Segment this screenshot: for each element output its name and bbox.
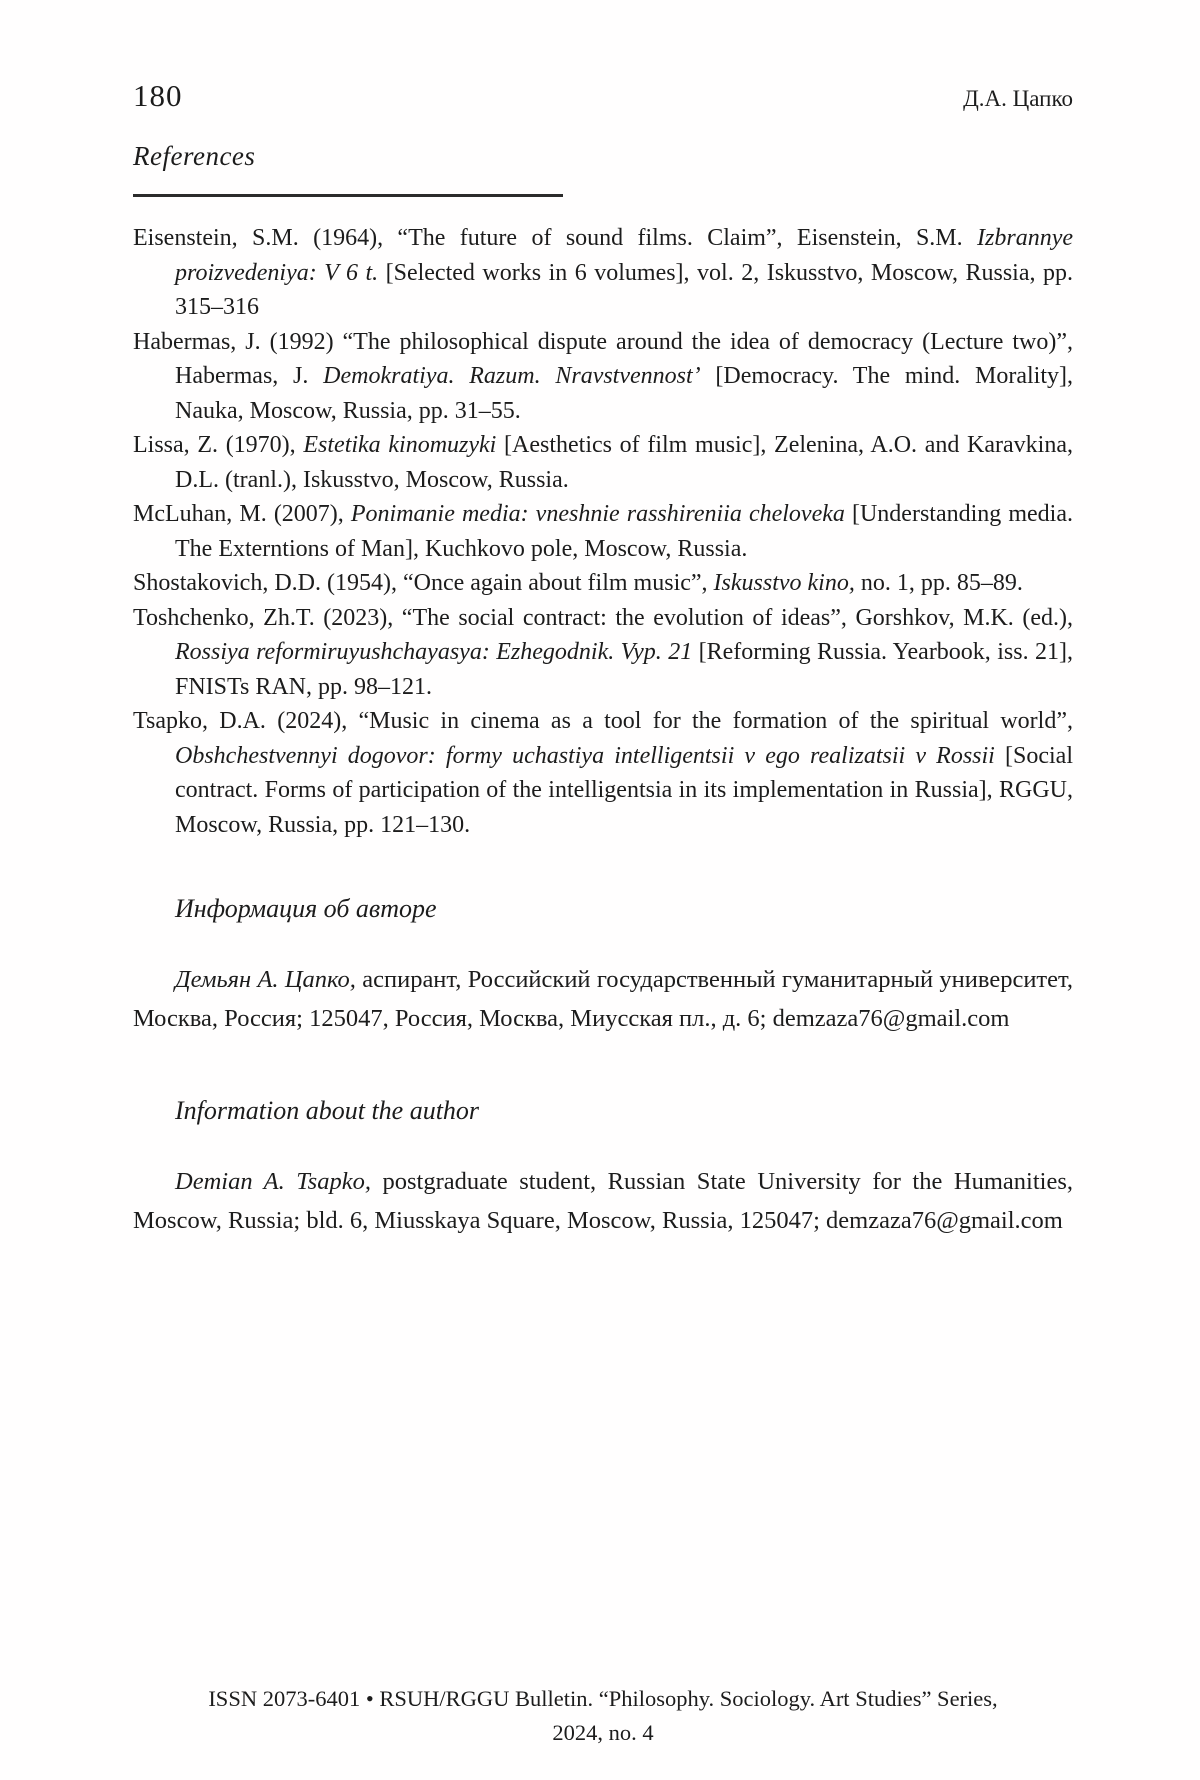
text-run: postgraduate student, Russian State University for the Humanities, Moscow, Russia; bld. 6, Miusskaya Square, Moscow, Russia, 125047; demzaza76@gmail.com [133,1168,1073,1235]
text-run: McLuhan, M. (2007), [133,501,351,528]
author-info-en-heading: Information about the author [175,1096,480,1126]
italic-text-run: Demokratiya. Razum. Nravstvennost’ [323,363,701,390]
author-info-ru-paragraph [133,960,1073,1038]
running-header [133,78,1073,114]
italic-text-run: Obshchestvennyi dogovor: formy uchastiya intelligentsii v ego realizatsii v Rossii [175,742,995,769]
author-info-ru-heading: Информация об авторе [175,894,437,924]
reference-entry [133,704,1073,842]
text-run: Habermas, J. (1992) “The philosophical dispute around the idea of democracy (Lecture two)”, Habermas, J. [133,328,1073,390]
italic-text-run: Iskusstvo kino, [713,570,855,597]
text-run: [Reforming Russia. Yearbook, iss. 21], FNISTs RAN, pp. 98–121. [175,639,1074,700]
references-heading: References [133,141,256,171]
author-info-en-paragraph [133,1162,1073,1240]
reference-entry [133,497,1073,566]
italic-text-run: Estetika kinomuzyki [303,432,497,459]
footer-issue-line: 2024, no. 4 [552,1720,654,1745]
running-head-author: Д.А. Цапко [963,86,1073,111]
journal-footer [133,1682,1073,1750]
footer-issn-line: ISSN 2073-6401 • RSUH/RGGU Bulletin. “Philosophy. Sociology. Art Studies” Series, [208,1686,998,1711]
text-run: [Social contract. Forms of participation of the intelligentsia in its implementation in Russia], RGGU, Moscow, Russia, pp. 121–130. [175,742,1073,838]
text-run: [Aesthetics of film music], Zelenina, A.O. and Karavkina, D.L. (tranl.), Iskusstvo, Moscow, Russia. [175,432,1074,493]
references-heading-rule [133,194,563,197]
text-run: Toshchenko, Zh.T. (2023), “The social contract: the evolution of ideas”, Gorshkov, M.K. (ed.), [133,604,1073,631]
reference-entry [133,325,1073,429]
text-run: аспирант, Российский государственный гуманитарный университет, Москва, Россия; 125047, Россия, Москва, Миусская пл., д. 6; demzaza76@gmail.com [133,966,1073,1033]
text-run: [Understanding media. The Externtions of Man], Kuchkovo pole, Moscow, Russia. [175,501,1073,562]
reference-entry [133,566,1073,601]
italic-text-run: Rossiya reformiruyushchayasya: Ezhegodnik. Vyp. 21 [175,639,693,666]
text-run: Shostakovich, D.D. (1954), “Once again about film music”, [133,570,714,597]
text-run: Eisenstein, S.M. (1964), “The future of sound films. Claim”, Eisenstein, S.M. [133,225,978,252]
text-run: Lissa, Z. (1970), [133,432,304,459]
text-run: no. 1, pp. 85–89. [854,570,1023,597]
reference-entry [133,601,1073,705]
text-run: Tsapko, D.A. (2024), “Music in cinema as a tool for the formation of the spiritual world”, [133,708,1073,735]
italic-text-run: Izbrannye proizvedeniya: V 6 t. [175,225,1073,286]
text-run: [Democracy. The mind. Morality], Nauka, Moscow, Russia, pp. 31–55. [175,363,1073,424]
reference-entry [133,428,1073,497]
page-number: 180 [133,78,183,113]
italic-text-run: Демьян А. Цапко, [175,966,356,994]
reference-entry [133,221,1073,325]
text-run: [Selected works in 6 volumes], vol. 2, Iskusstvo, Moscow, Russia, pp. 315–316 [175,259,1073,321]
italic-text-run: Demian A. Tsapko, [175,1168,371,1196]
italic-text-run: Ponimanie media: vneshnie rasshireniia cheloveka [350,501,845,528]
reference-list [133,221,1073,842]
